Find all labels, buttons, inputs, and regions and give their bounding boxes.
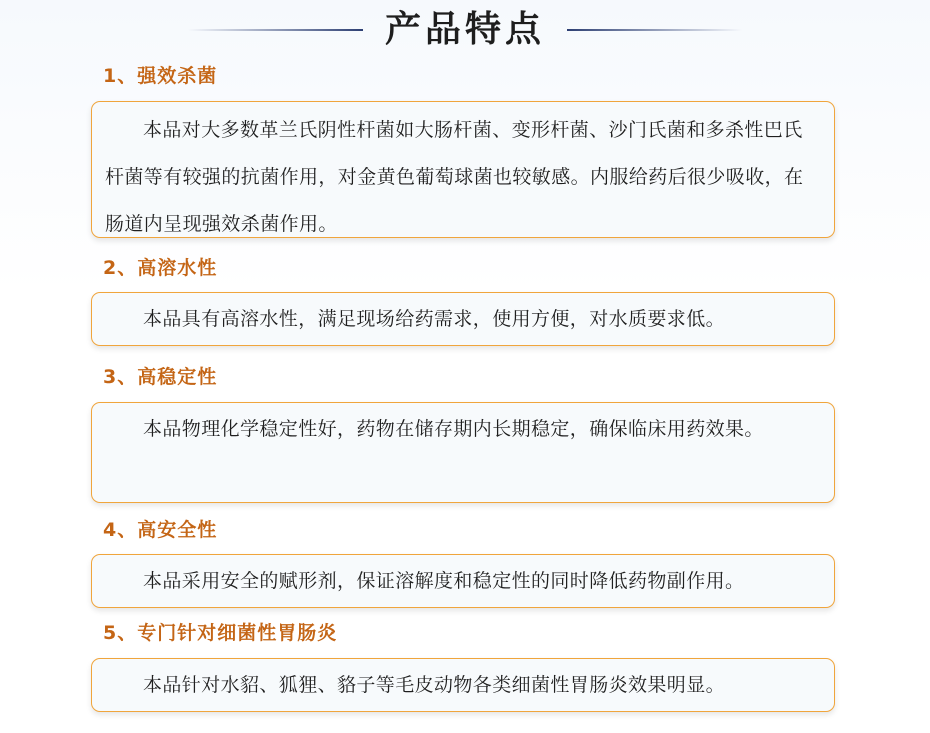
section-heading-1: 1、强效杀菌: [103, 65, 218, 87]
section-card-5: [91, 658, 835, 712]
page-header: [0, 0, 930, 60]
section-heading-2: 2、高溶水性: [103, 257, 218, 279]
section-body-2: 本品具有高溶水性，满足现场给药需求，使用方便，对水质要求低。: [143, 308, 726, 330]
header-divider-right: [567, 29, 742, 31]
section-heading-3: 3、高稳定性: [103, 366, 218, 388]
section-body-1: 本品对大多数革兰氏阴性杆菌如大肠杆菌、变形杆菌、沙门氏菌和多杀性巴氏杆菌等有较强的抗菌作用，对金黄色葡萄球菌也较敏感。内服给药后很少吸收，在肠道内呈现强效杀菌作用。: [105, 119, 804, 235]
section-body-5: 本品针对水貂、狐狸、貉子等毛皮动物各类细菌性胃肠炎效果明显。: [143, 674, 726, 696]
header-divider-left: [188, 29, 363, 31]
section-heading-4: 4、高安全性: [103, 519, 218, 541]
section-body-4: 本品采用安全的赋形剂，保证溶解度和稳定性的同时降低药物副作用。: [143, 570, 745, 592]
section-card-3: [91, 402, 835, 503]
section-card-2: [91, 292, 835, 346]
section-body-3: 本品物理化学稳定性好，药物在储存期内长期稳定，确保临床用药效果。: [143, 418, 764, 440]
section-card-4: [91, 554, 835, 608]
page-title: 产品特点: [384, 9, 545, 50]
section-card-1: [91, 101, 835, 238]
section-heading-5: 5、专门针对细菌性胃肠炎: [103, 622, 338, 644]
